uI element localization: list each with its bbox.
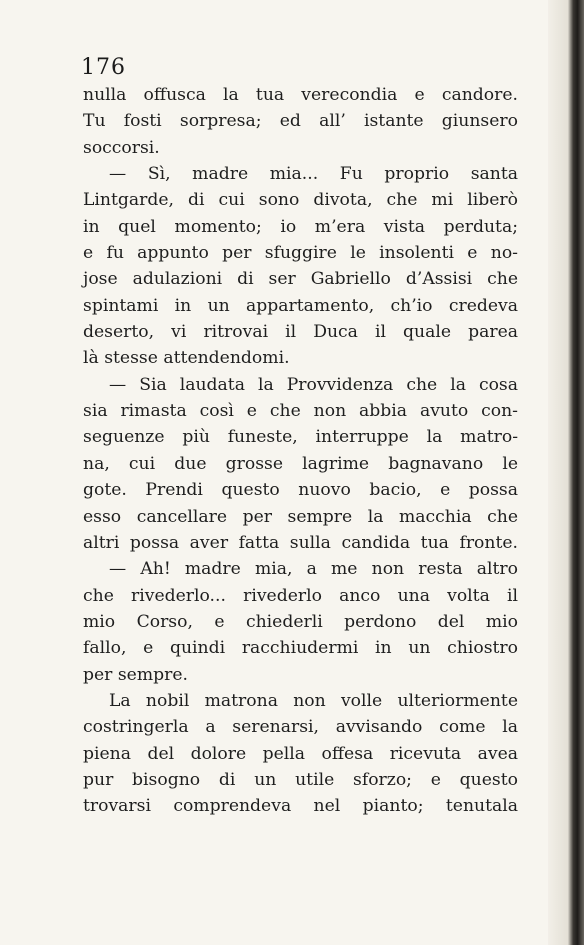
text-line: La nobil matrona non volle ulteriormente	[109, 690, 518, 711]
text-line: in quel momento; io m’era vista perduta;	[83, 216, 518, 237]
text-line: seguenze più funeste, interruppe la matro-	[83, 427, 518, 448]
text-line: soccorsi.	[83, 137, 160, 158]
text-line: che rivederlo... rivederlo anco una volta il	[83, 585, 518, 606]
text-line: là stesse attendendomi.	[83, 348, 290, 369]
text-line: na, cui due grosse lagrime bagnavano le	[83, 453, 518, 474]
text-line: nulla offusca la tua verecondia e candore.	[83, 85, 518, 105]
text-line: fallo, e quindi racchiudermi in un chiostro	[83, 638, 518, 659]
text-line: esso cancellare per sempre la macchia che	[83, 506, 518, 527]
text-line: — Ah! madre mia, a me non resta altro	[109, 559, 518, 580]
text-line: deserto, vi ritrovai il Duca il quale parea	[83, 322, 518, 343]
text-line: altri possa aver fatta sulla candida tua fronte.	[83, 532, 518, 553]
text-line: jose adulazioni di ser Gabriello d’Assisi che	[83, 269, 518, 290]
text-line: mio Corso, e chiederli perdono del mio	[83, 611, 518, 632]
text-line: piena del dolore pella offesa ricevuta avea	[83, 743, 518, 764]
text-line: trovarsi comprendeva nel pianto; tenutala	[83, 796, 518, 817]
text-line: gote. Prendi questo nuovo bacio, e possa	[83, 480, 518, 501]
text-line: — Sì, madre mia... Fu proprio santa	[109, 164, 518, 185]
page-text-body	[83, 82, 518, 820]
text-line: Lintgarde, di cui sono divota, che mi liberò	[83, 190, 518, 211]
page-binding-edge	[548, 0, 584, 945]
text-line: per sempre.	[83, 664, 188, 685]
text-line: pur bisogno di un utile sforzo; e questo	[83, 769, 518, 790]
text-line: Tu fosti sorpresa; ed all’ istante giunsero	[83, 111, 518, 132]
page-number: 176	[81, 55, 126, 80]
text-line: — Sia laudata la Provvidenza che la cosa	[109, 374, 518, 395]
text-line: sia rimasta così e che non abbia avuto con-	[83, 401, 518, 422]
text-line: spintami in un appartamento, ch’io credeva	[83, 295, 518, 316]
text-line: e fu appunto per sfuggire le insolenti e no-	[83, 243, 518, 264]
text-line: costringerla a serenarsi, avvisando come la	[83, 717, 518, 738]
